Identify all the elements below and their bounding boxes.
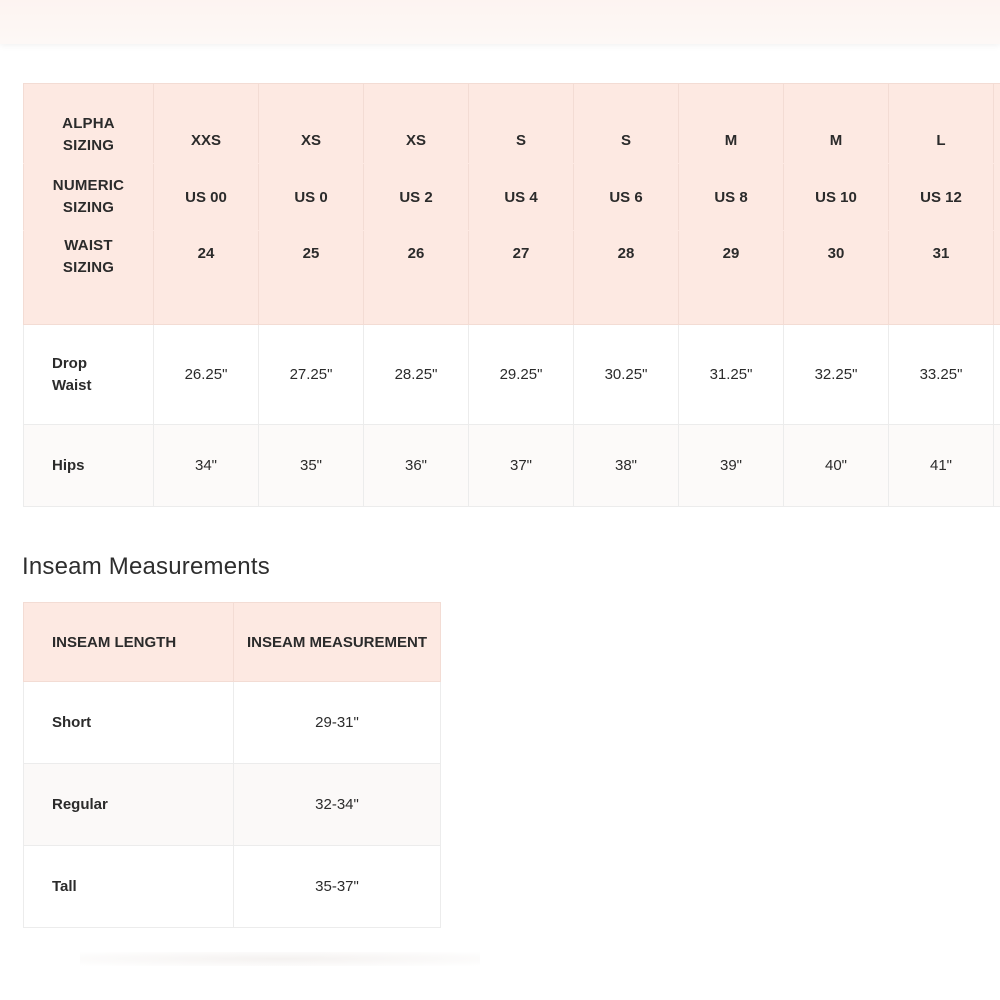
drop-waist-label-line2: Waist	[52, 376, 92, 394]
inseam-length-cell: Short	[24, 682, 234, 764]
inseam-length-cell: Tall	[24, 846, 234, 928]
waist-sizing-label-line1: WAIST	[64, 237, 113, 254]
alpha-size-cell: XXS	[154, 84, 259, 164]
alpha-size-cell: S	[469, 84, 574, 164]
bottom-shadow	[80, 952, 480, 966]
inseam-measurement-cell: 32-34"	[234, 764, 441, 846]
waist-size-cell: 30	[784, 231, 889, 325]
numeric-size-cell-overflow	[994, 164, 1000, 231]
drop-waist-cell: 27.25"	[259, 325, 364, 425]
numeric-sizing-label-line1: NUMERIC	[52, 177, 125, 194]
hips-row	[24, 425, 1000, 507]
drop-waist-cell: 28.25"	[364, 325, 469, 425]
alpha-size-cell: M	[784, 84, 889, 164]
inseam-table	[23, 602, 441, 928]
waist-sizing-label	[24, 231, 154, 325]
drop-waist-cell: 26.25"	[154, 325, 259, 425]
waist-sizing-row	[24, 231, 1000, 325]
waist-size-cell: 29	[679, 231, 784, 325]
hips-cell: 39"	[679, 425, 784, 507]
numeric-size-cell: US 8	[679, 164, 784, 231]
alpha-size-cell: L	[889, 84, 994, 164]
alpha-sizing-row	[24, 84, 1000, 164]
inseam-row-regular	[24, 764, 441, 846]
drop-waist-cell: 32.25"	[784, 325, 889, 425]
hips-label: Hips	[24, 425, 154, 507]
size-chart-table	[23, 83, 1000, 507]
drop-waist-cell: 31.25"	[679, 325, 784, 425]
drop-waist-label-line1: Drop	[52, 354, 87, 372]
alpha-sizing-label-line2: SIZING	[62, 137, 115, 154]
waist-size-cell: 31	[889, 231, 994, 325]
waist-size-cell: 27	[469, 231, 574, 325]
drop-waist-cell: 33.25"	[889, 325, 994, 425]
waist-size-cell: 25	[259, 231, 364, 325]
numeric-sizing-label	[24, 164, 154, 231]
hips-cell: 36"	[364, 425, 469, 507]
alpha-size-cell: XS	[364, 84, 469, 164]
numeric-size-cell: US 4	[469, 164, 574, 231]
hips-cell: 41"	[889, 425, 994, 507]
drop-waist-row	[24, 325, 1000, 425]
numeric-size-cell: US 2	[364, 164, 469, 231]
waist-size-cell: 28	[574, 231, 679, 325]
alpha-size-cell-overflow	[994, 84, 1000, 164]
drop-waist-cell: 29.25"	[469, 325, 574, 425]
waist-size-cell: 26	[364, 231, 469, 325]
numeric-sizing-row	[24, 164, 1000, 231]
drop-waist-cell-overflow	[994, 325, 1000, 425]
waist-size-cell: 24	[154, 231, 259, 325]
alpha-sizing-label	[24, 84, 154, 164]
hips-cell: 35"	[259, 425, 364, 507]
alpha-size-cell: S	[574, 84, 679, 164]
alpha-size-cell: M	[679, 84, 784, 164]
numeric-size-cell: US 6	[574, 164, 679, 231]
hips-cell: 37"	[469, 425, 574, 507]
hips-cell: 40"	[784, 425, 889, 507]
alpha-sizing-label-line1: ALPHA	[62, 115, 115, 132]
hips-cell: 38"	[574, 425, 679, 507]
numeric-size-cell: US 10	[784, 164, 889, 231]
inseam-header-row	[24, 603, 441, 682]
inseam-measurement-cell: 35-37"	[234, 846, 441, 928]
numeric-sizing-label-line2: SIZING	[62, 199, 115, 216]
inseam-row-tall	[24, 846, 441, 928]
drop-waist-cell: 30.25"	[574, 325, 679, 425]
numeric-size-cell: US 12	[889, 164, 994, 231]
inseam-length-cell: Regular	[24, 764, 234, 846]
inseam-row-short	[24, 682, 441, 764]
hips-cell: 34"	[154, 425, 259, 507]
top-bar	[0, 0, 1000, 44]
inseam-measurement-cell: 29-31"	[234, 682, 441, 764]
inseam-length-header: INSEAM LENGTH	[24, 603, 234, 682]
numeric-size-cell: US 00	[154, 164, 259, 231]
waist-size-cell-overflow	[994, 231, 1000, 325]
inseam-measurement-header: INSEAM MEASUREMENT	[234, 603, 441, 682]
alpha-size-cell: XS	[259, 84, 364, 164]
drop-waist-label	[24, 325, 154, 425]
waist-sizing-label-line2: SIZING	[62, 259, 115, 276]
numeric-size-cell: US 0	[259, 164, 364, 231]
hips-cell-overflow	[994, 425, 1000, 507]
inseam-section-title: Inseam Measurements	[22, 553, 270, 580]
